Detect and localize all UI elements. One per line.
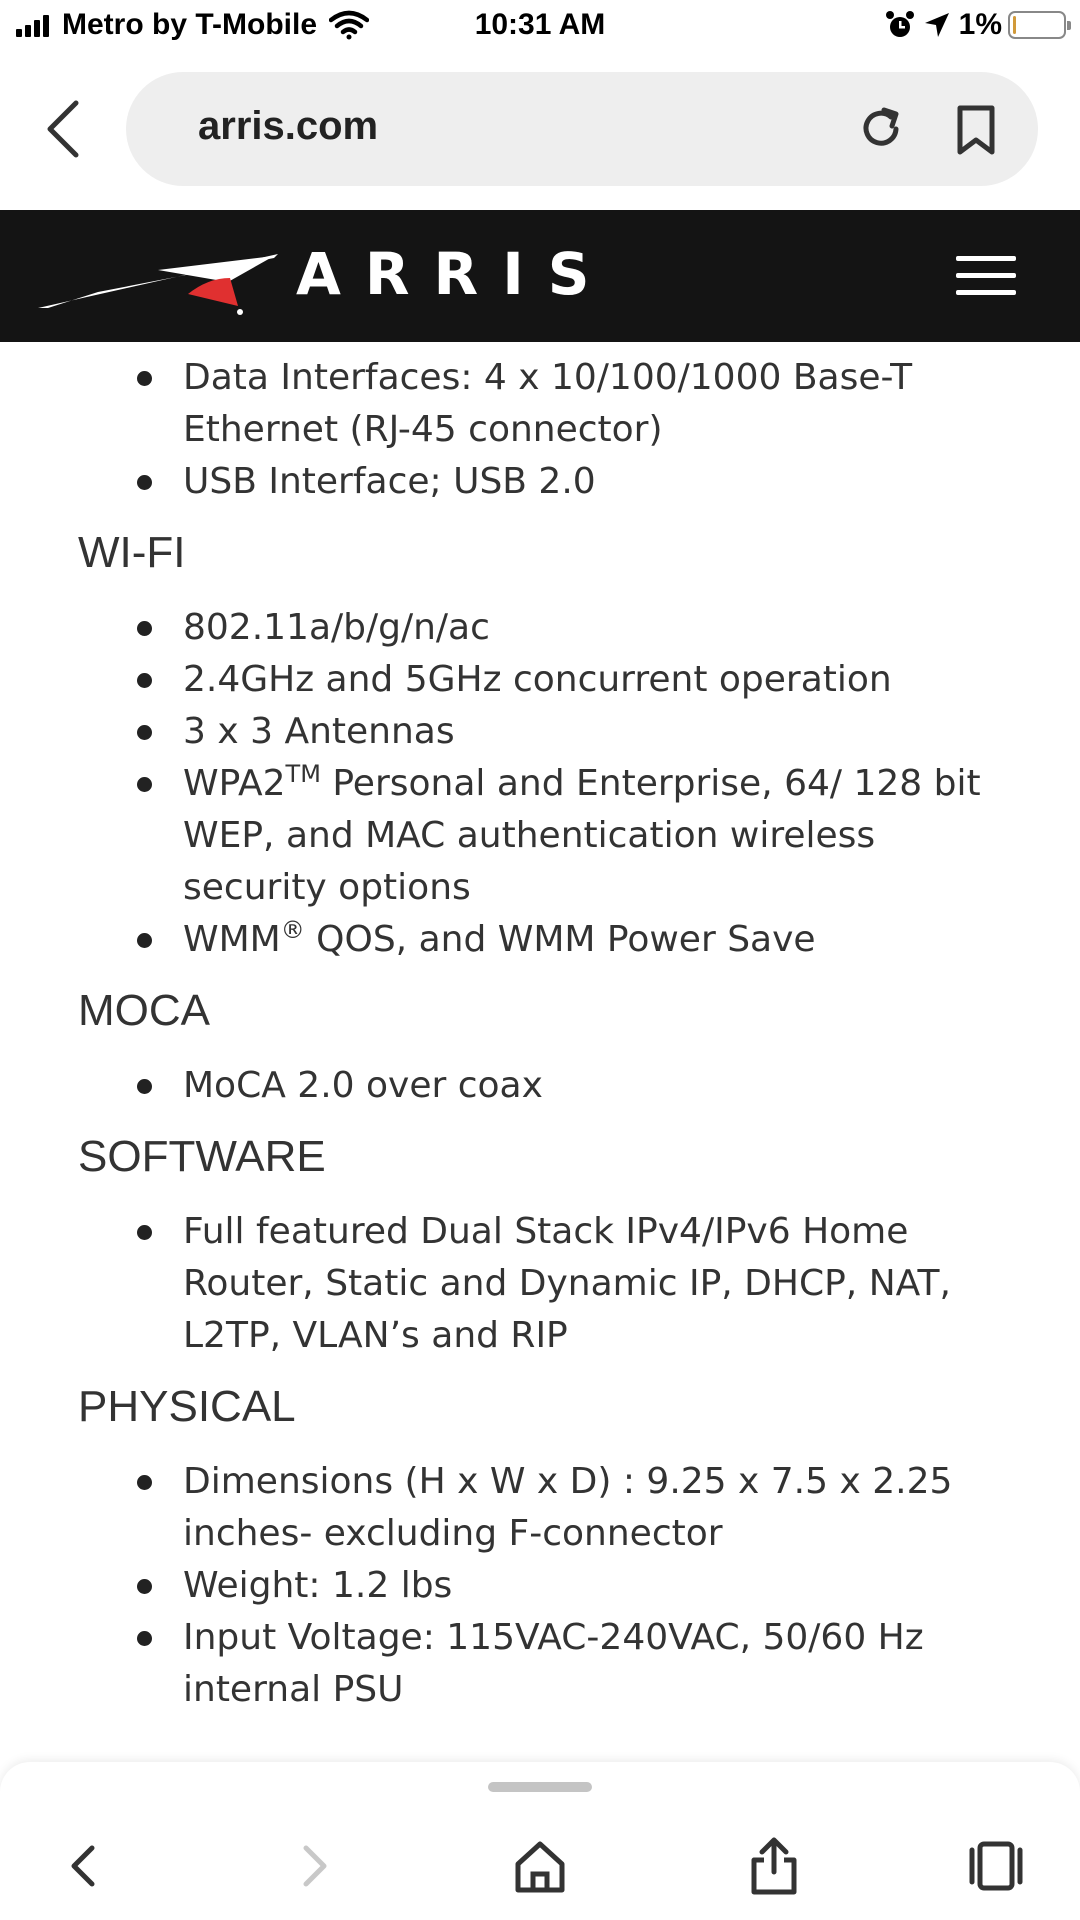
spec-content <box>0 342 1080 1762</box>
software-list <box>0 1206 1080 1362</box>
list-item <box>0 758 1080 914</box>
battery-level <box>1013 16 1016 34</box>
status-right <box>885 8 1066 42</box>
section-title-physical: PHYSICAL <box>78 1382 296 1431</box>
hamburger-menu-icon[interactable] <box>956 256 1016 296</box>
drag-handle[interactable] <box>488 1782 592 1792</box>
text: QOS, and WMM Power Save <box>304 919 816 960</box>
bookmark-icon[interactable] <box>954 104 998 156</box>
address-bar[interactable] <box>126 72 1038 186</box>
registered-sup: ® <box>280 916 305 944</box>
home-icon[interactable] <box>510 1836 570 1896</box>
section-title-software: SOFTWARE <box>78 1132 326 1181</box>
url-text[interactable]: arris.com <box>198 104 379 148</box>
back-arrow-icon[interactable] <box>54 1836 114 1896</box>
battery-percent: 1% <box>958 8 1002 41</box>
wifi-list <box>0 602 1080 966</box>
list-item: Input Voltage: 115VAC-240VAC, 50/60 Hz internal PSU <box>0 1612 1080 1716</box>
list-item: 3 x 3 Antennas <box>0 706 1080 758</box>
browser-toolbar <box>0 1762 1080 1920</box>
browser-address-row <box>0 52 1080 210</box>
carrier-name: Metro by T-Mobile <box>62 8 317 41</box>
arris-logo-swoosh[interactable] <box>38 250 288 320</box>
text: WPA2 <box>183 763 286 804</box>
spec-sections <box>0 352 1080 1716</box>
list-item: Dimensions (H x W x D) : 9.25 x 7.5 x 2.25 inches- excluding F-connector <box>0 1456 1080 1560</box>
list-item: Weight: 1.2 lbs <box>0 1560 1080 1612</box>
list-item <box>0 914 1080 966</box>
alarm-icon <box>885 10 915 40</box>
chevron-left-icon[interactable] <box>40 97 84 161</box>
status-bar <box>0 0 1080 52</box>
arris-logo-text[interactable]: ARRIS <box>296 240 614 308</box>
moca-list <box>0 1060 1080 1112</box>
trademark-sup: TM <box>285 760 321 788</box>
list-item: MoCA 2.0 over coax <box>0 1060 1080 1112</box>
list-item: USB Interface; USB 2.0 <box>0 456 1080 508</box>
list-item: Data Interfaces: 4 x 10/100/1000 Base-T Ethernet (RJ-45 connector) <box>0 352 1080 456</box>
reload-icon[interactable] <box>856 104 906 154</box>
section-title-wifi: WI-FI <box>78 528 186 577</box>
physical-list <box>0 1456 1080 1716</box>
interfaces-list <box>0 352 1080 508</box>
section-title-moca: MOCA <box>78 986 210 1035</box>
list-item: 802.11a/b/g/n/ac <box>0 602 1080 654</box>
clock: 10:31 AM <box>474 8 606 41</box>
text: WMM <box>183 919 281 960</box>
battery-icon <box>1008 11 1066 39</box>
tabs-icon[interactable] <box>966 1836 1026 1896</box>
list-item: Full featured Dual Stack IPv4/IPv6 Home Router, Static and Dynamic IP, DHCP, NAT, L2TP, VLAN’s and RIP <box>0 1206 1080 1362</box>
share-icon[interactable] <box>744 1836 804 1896</box>
text: Personal and Enterprise, 64/ 128 bit WEP, and MAC authentication wireless security options <box>183 763 981 908</box>
list-item: 2.4GHz and 5GHz concurrent operation <box>0 654 1080 706</box>
forward-arrow-icon[interactable] <box>284 1836 344 1896</box>
site-header <box>0 210 1080 342</box>
location-icon <box>923 11 951 39</box>
